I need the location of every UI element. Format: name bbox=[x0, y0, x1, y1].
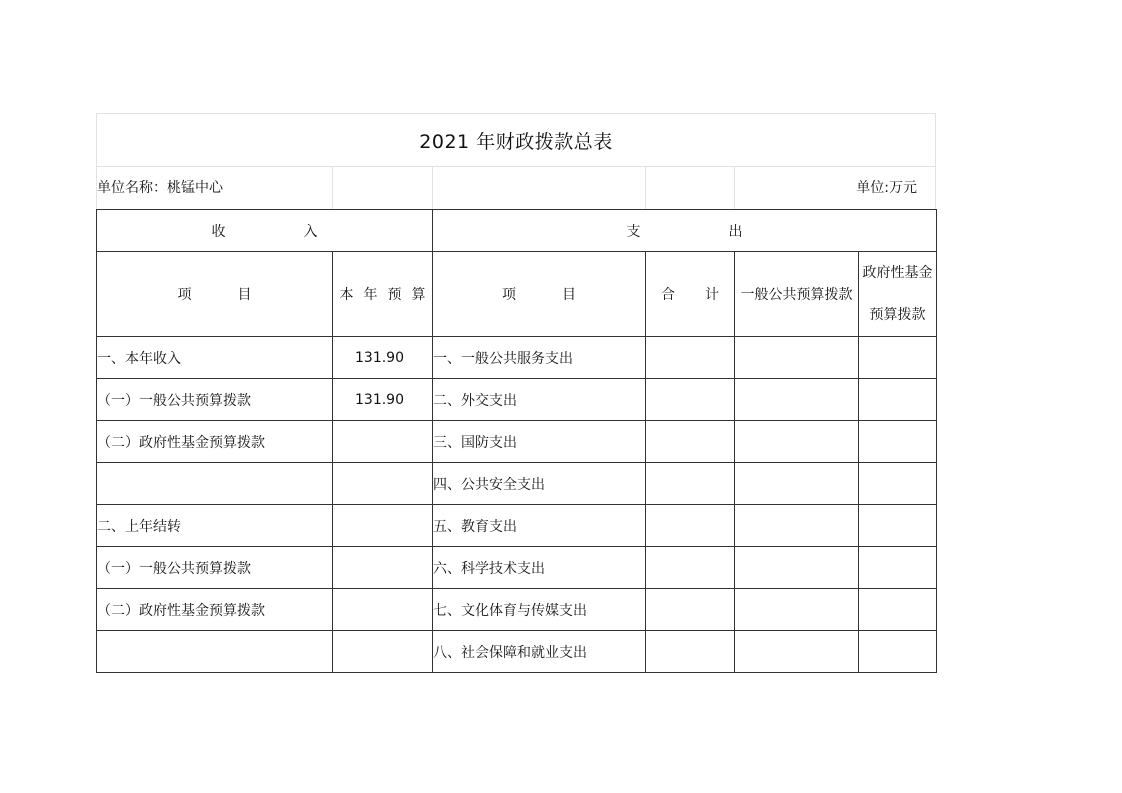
expense-item-cell: 五、教育支出 bbox=[433, 505, 646, 547]
unit-name: 单位名称：桃锰中心 bbox=[97, 180, 223, 196]
col-income-budget-header: 本 年 预 算 bbox=[333, 252, 433, 337]
general-budget-cell bbox=[735, 589, 859, 631]
fund-budget-cell bbox=[859, 547, 937, 589]
faint-divider bbox=[432, 167, 433, 209]
total-cell bbox=[646, 589, 735, 631]
expense-item-cell: 二、外交支出 bbox=[433, 379, 646, 421]
table-row bbox=[97, 547, 937, 589]
col-total-header: 合 计 bbox=[646, 252, 735, 337]
total-cell bbox=[646, 547, 735, 589]
income-value-cell bbox=[333, 631, 433, 673]
unit-info-row bbox=[96, 167, 936, 209]
income-value-cell: 131.90 bbox=[333, 337, 433, 379]
general-budget-cell bbox=[735, 379, 859, 421]
col-expense-item-header: 项 目 bbox=[433, 252, 646, 337]
income-value-cell bbox=[333, 547, 433, 589]
income-value-cell: 131.90 bbox=[333, 379, 433, 421]
total-cell bbox=[646, 337, 735, 379]
table-row bbox=[97, 631, 937, 673]
general-budget-cell bbox=[735, 505, 859, 547]
column-header-row bbox=[97, 252, 937, 337]
col-fund-budget-header: 政府性基金 预算拨款 bbox=[859, 252, 937, 337]
faint-divider bbox=[645, 167, 646, 209]
total-cell bbox=[646, 631, 735, 673]
expense-item-cell: 六、科学技术支出 bbox=[433, 547, 646, 589]
expense-group-header: 支 出 bbox=[433, 210, 937, 252]
income-value-cell bbox=[333, 421, 433, 463]
table-row bbox=[97, 463, 937, 505]
document-title: 2021 年财政拨款总表 bbox=[96, 113, 936, 167]
budget-sheet bbox=[96, 113, 936, 673]
fund-budget-cell bbox=[859, 337, 937, 379]
income-item-cell: （二）政府性基金预算拨款 bbox=[97, 421, 333, 463]
fund-budget-cell bbox=[859, 631, 937, 673]
fund-budget-cell bbox=[859, 379, 937, 421]
col-income-item-header: 项 目 bbox=[97, 252, 333, 337]
faint-divider bbox=[332, 167, 333, 209]
general-budget-cell bbox=[735, 547, 859, 589]
income-item-cell: （一）一般公共预算拨款 bbox=[97, 379, 333, 421]
table-row bbox=[97, 379, 937, 421]
table-row bbox=[97, 421, 937, 463]
faint-divider bbox=[734, 167, 735, 209]
income-item-cell: （二）政府性基金预算拨款 bbox=[97, 589, 333, 631]
col-general-budget-header: 一般公共预算拨款 bbox=[735, 252, 859, 337]
fund-budget-cell bbox=[859, 505, 937, 547]
expense-item-cell: 七、文化体育与传媒支出 bbox=[433, 589, 646, 631]
general-budget-cell bbox=[735, 631, 859, 673]
data-rows bbox=[97, 337, 937, 673]
income-item-cell: （一）一般公共预算拨款 bbox=[97, 547, 333, 589]
total-cell bbox=[646, 463, 735, 505]
expense-item-cell: 四、公共安全支出 bbox=[433, 463, 646, 505]
table-row bbox=[97, 589, 937, 631]
fund-budget-cell bbox=[859, 421, 937, 463]
income-value-cell bbox=[333, 505, 433, 547]
table-row bbox=[97, 337, 937, 379]
expense-item-cell: 八、社会保障和就业支出 bbox=[433, 631, 646, 673]
income-group-header: 收 入 bbox=[97, 210, 433, 252]
income-value-cell bbox=[333, 463, 433, 505]
unit-label: 单位:万元 bbox=[856, 180, 917, 196]
income-item-cell: 二、上年结转 bbox=[97, 505, 333, 547]
budget-table bbox=[96, 209, 937, 673]
fund-budget-cell bbox=[859, 589, 937, 631]
general-budget-cell bbox=[735, 337, 859, 379]
fund-budget-cell bbox=[859, 463, 937, 505]
expense-item-cell: 三、国防支出 bbox=[433, 421, 646, 463]
total-cell bbox=[646, 505, 735, 547]
table-row bbox=[97, 505, 937, 547]
total-cell bbox=[646, 421, 735, 463]
general-budget-cell bbox=[735, 421, 859, 463]
general-budget-cell bbox=[735, 463, 859, 505]
total-cell bbox=[646, 379, 735, 421]
expense-item-cell: 一、一般公共服务支出 bbox=[433, 337, 646, 379]
income-item-cell: 一、本年收入 bbox=[97, 337, 333, 379]
income-item-cell bbox=[97, 463, 333, 505]
income-value-cell bbox=[333, 589, 433, 631]
income-item-cell bbox=[97, 631, 333, 673]
group-header-row bbox=[97, 210, 937, 252]
